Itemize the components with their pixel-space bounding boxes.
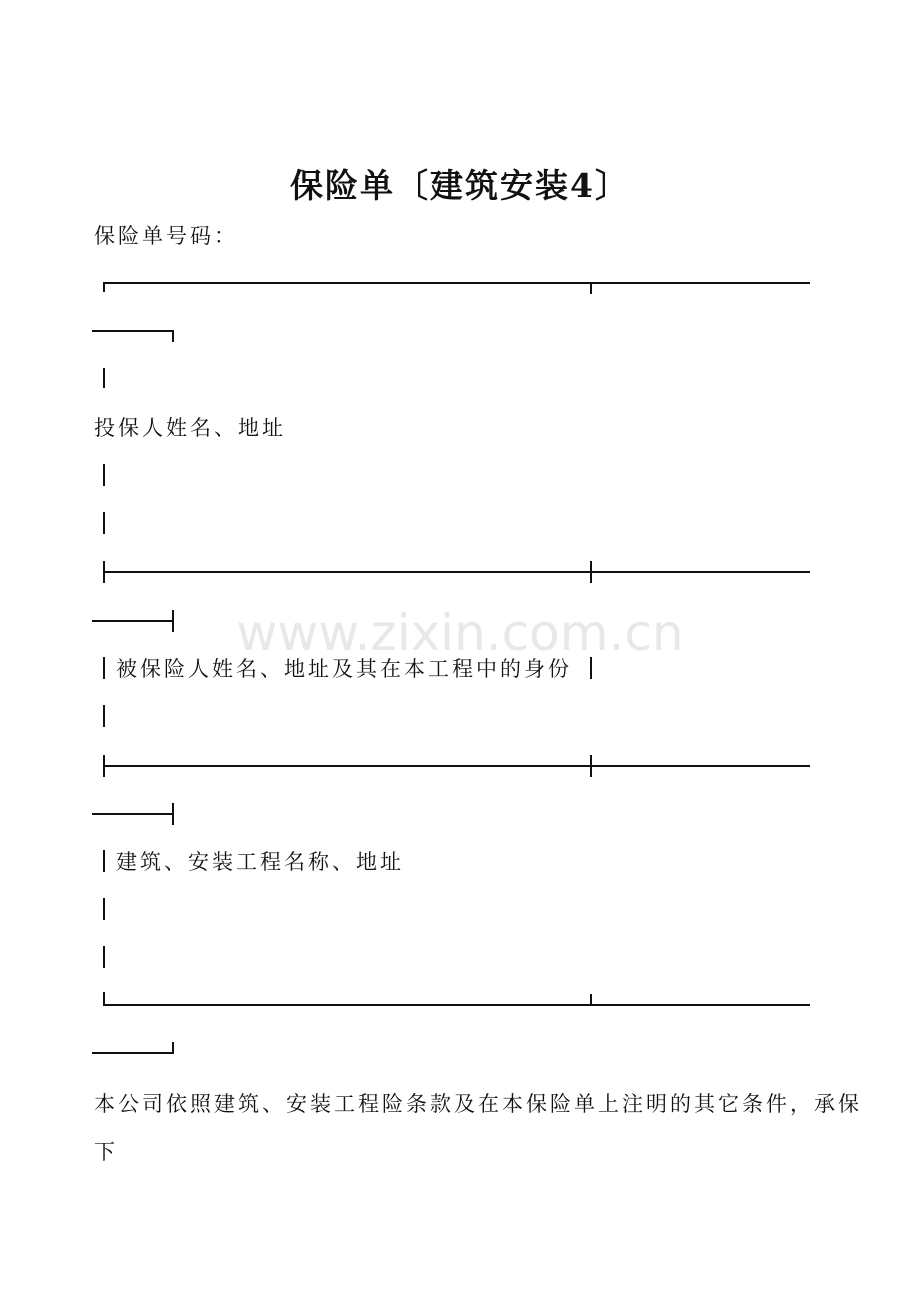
table-border-wrap [92,620,174,622]
table-corner-bottom-right [172,1042,174,1054]
table-left-border [103,512,105,534]
table-column-divider [590,282,592,294]
table-border-wrap [92,813,174,815]
table-left-border [103,368,105,388]
table-left-border [103,850,105,872]
table-left-border [103,946,105,968]
table-column-divider [590,657,592,679]
table-corner-top-left [103,282,105,292]
table-bottom-border [103,1004,810,1006]
table-right-tee [172,610,174,632]
project-label: 建筑、安装工程名称、地址 [116,850,404,874]
table-row-divider [103,765,810,767]
applicant-label: 投保人姓名、地址 [94,416,286,440]
document-title: 保险单〔建筑安装4〕 [290,166,630,205]
table-left-border [103,705,105,727]
table-border-wrap [92,330,174,332]
table-border-wrap [92,1052,174,1054]
table-cross [590,755,592,777]
policy-number-label: 保险单号码： [94,224,238,248]
insured-label: 被保险人姓名、地址及其在本工程中的身份 [116,657,572,681]
table-right-tee [172,803,174,825]
table-row-divider [103,571,810,573]
body-paragraph-line-1: 本公司依照建筑、安装工程险条款及在本保险单上注明的其它条件，承保 [94,1092,862,1116]
watermark: www.zixin.com.cn [236,604,684,662]
table-top-border [103,282,810,284]
table-left-tee [103,561,105,583]
table-left-border [103,464,105,486]
table-cross [590,561,592,583]
table-column-divider [590,994,592,1006]
table-left-border [103,898,105,920]
table-left-border [103,657,105,679]
table-left-tee [103,755,105,777]
table-corner-top-right [172,330,174,342]
body-paragraph-line-2: 下 [94,1140,118,1164]
